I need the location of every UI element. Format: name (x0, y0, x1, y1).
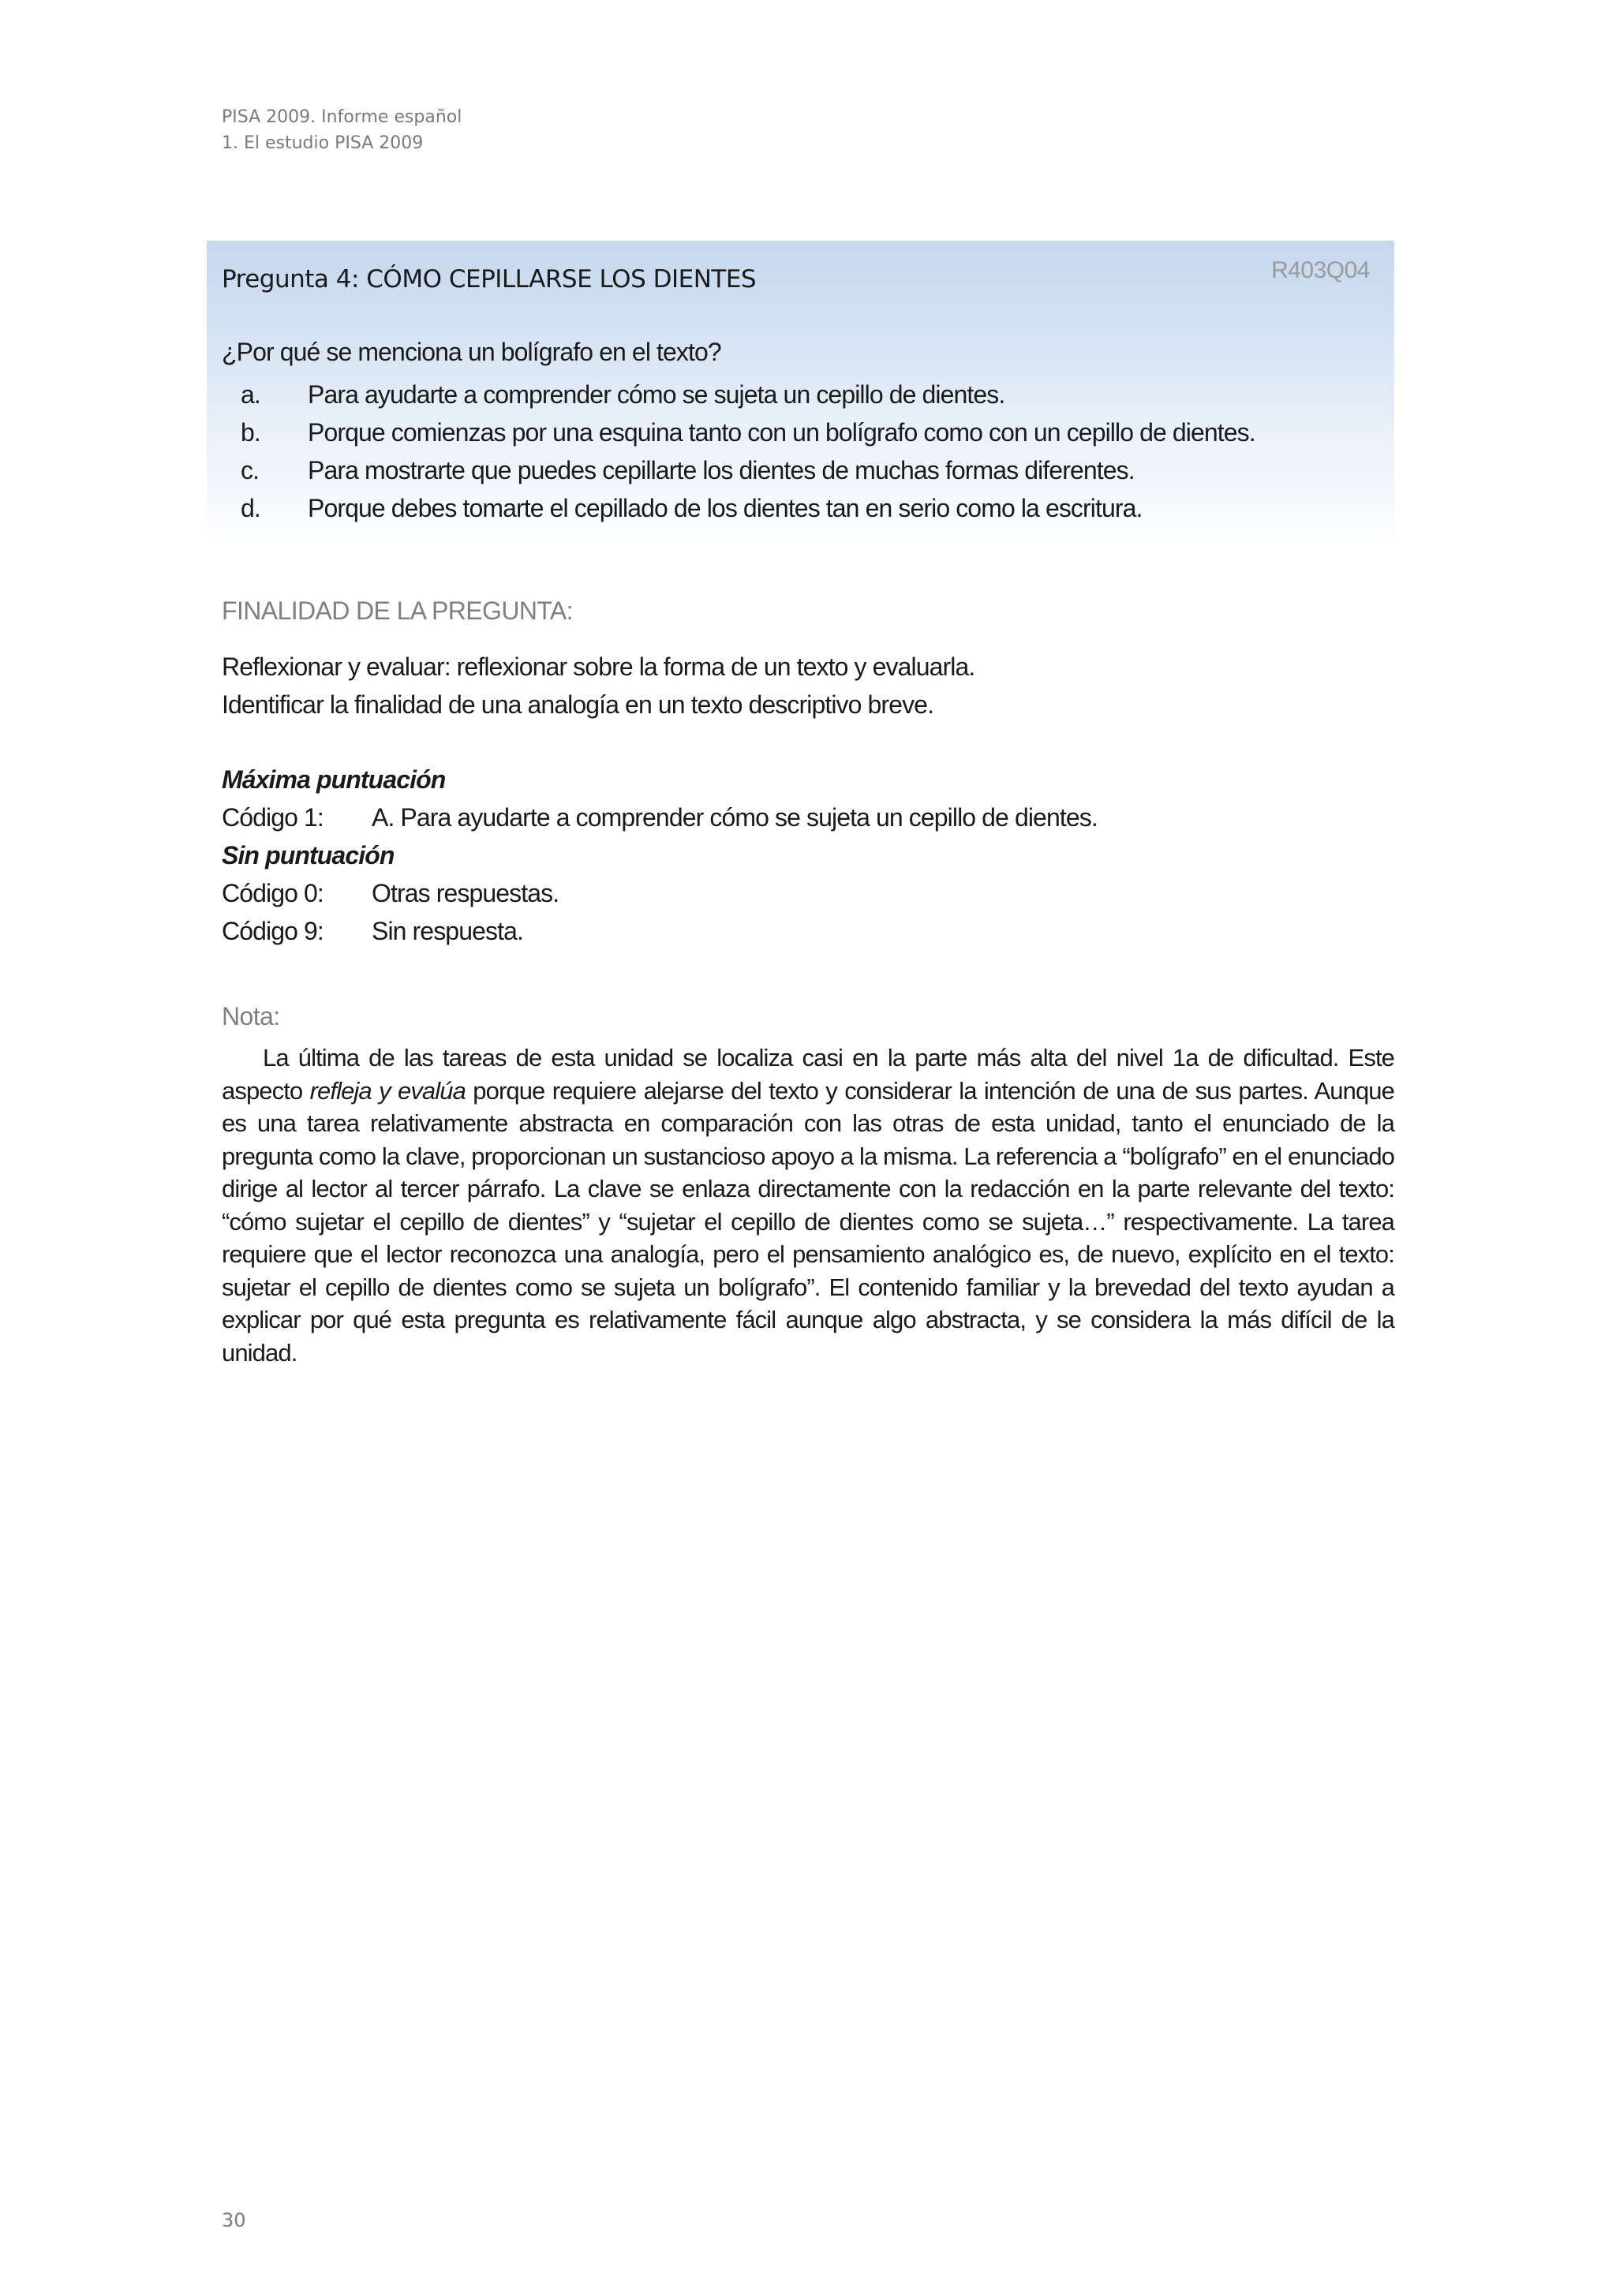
note-emphasis: refleja y evalúa (309, 1076, 466, 1105)
option-letter: c. (241, 456, 260, 484)
no-credit-heading: Sin puntuación (222, 841, 395, 869)
header-report-title: PISA 2009. Informe español (222, 107, 462, 127)
code-9-text: Sin respuesta. (372, 917, 523, 945)
code-1-label: Código 1: (222, 803, 324, 832)
code-0-label: Código 0: (222, 879, 324, 907)
purpose-line-2: Identificar la finalidad de una analogía en un texto descriptivo breve. (222, 690, 934, 719)
code-0-row (222, 879, 559, 908)
code-9-label: Código 9: (222, 917, 324, 945)
question-title: Pregunta 4: CÓMO CEPILLARSE LOS DIENTES (222, 265, 757, 294)
code-1-row (222, 803, 1098, 832)
option-text: Para ayudarte a comprender cómo se sujeta un cepillo de dientes. (308, 380, 1005, 409)
answer-option-b (241, 417, 1255, 454)
option-text: Porque debes tomarte el cepillado de los dientes tan en serio como la escritura. (308, 494, 1143, 522)
option-letter: b. (241, 418, 260, 447)
answer-option-a (241, 379, 1255, 417)
code-0-text: Otras respuestas. (372, 879, 559, 907)
note-text-part-1: La última de las tareas de esta unidad se localiza casi en la parte más alta del nivel 1a de dificultad. Este aspecto (222, 1044, 1394, 1105)
page-number: 30 (222, 2209, 246, 2231)
answer-options (241, 379, 1255, 530)
full-credit-heading: Máxima puntuación (222, 765, 446, 794)
answer-option-c (241, 454, 1255, 492)
purpose-line-1: Reflexionar y evaluar: reflexionar sobre la forma de un texto y evaluarla. (222, 653, 975, 681)
code-1-text: A. Para ayudarte a comprender cómo se sujeta un cepillo de dientes. (372, 803, 1098, 832)
option-letter: a. (241, 380, 260, 409)
answer-option-d (241, 492, 1255, 530)
option-text: Para mostrarte que puedes cepillarte los dientes de muchas formas diferentes. (308, 456, 1135, 484)
purpose-heading: FINALIDAD DE LA PREGUNTA: (222, 596, 573, 625)
question-code: R403Q04 (1271, 257, 1370, 283)
running-header (222, 104, 462, 156)
note-heading: Nota: (222, 1002, 280, 1030)
note-text-part-2: porque requiere alejarse del texto y considerar la intención de una de sus partes. Aunque es una tarea relativamente abstracta en comparación con las otras de esta unidad, tanto el enunciado de la pregunta como la clave, proporcionan un sustancioso apoyo a la misma. La referencia a “bolígrafo” en el enunciado dirige al lector al tercer párrafo. La clave se enlaza directamente con la redacción en la parte relevante del texto: “cómo sujetar el cepillo de dientes” y “sujetar el cepillo de dientes como se sujeta…” respectivamente. La tarea requiere que el lector reconozca una analogía, pero el pensamiento analógico es, de nuevo, explícito en el texto: sujetar el cepillo de dientes como se sujeta un bolígrafo”. El contenido familiar y la brevedad del texto ayudan a explicar por qué esta pregunta es relativamente fácil aunque algo abstracta, y se considera la más difícil de la unidad. (222, 1076, 1394, 1367)
option-text: Porque comienzas por una esquina tanto con un bolígrafo como con un cepillo de dientes. (308, 418, 1255, 447)
option-letter: d. (241, 494, 260, 522)
note-paragraph (222, 1041, 1394, 1369)
question-stem: ¿Por qué se menciona un bolígrafo en el texto? (222, 338, 721, 366)
code-9-row (222, 917, 523, 946)
header-chapter-title: 1. El estudio PISA 2009 (222, 133, 424, 153)
